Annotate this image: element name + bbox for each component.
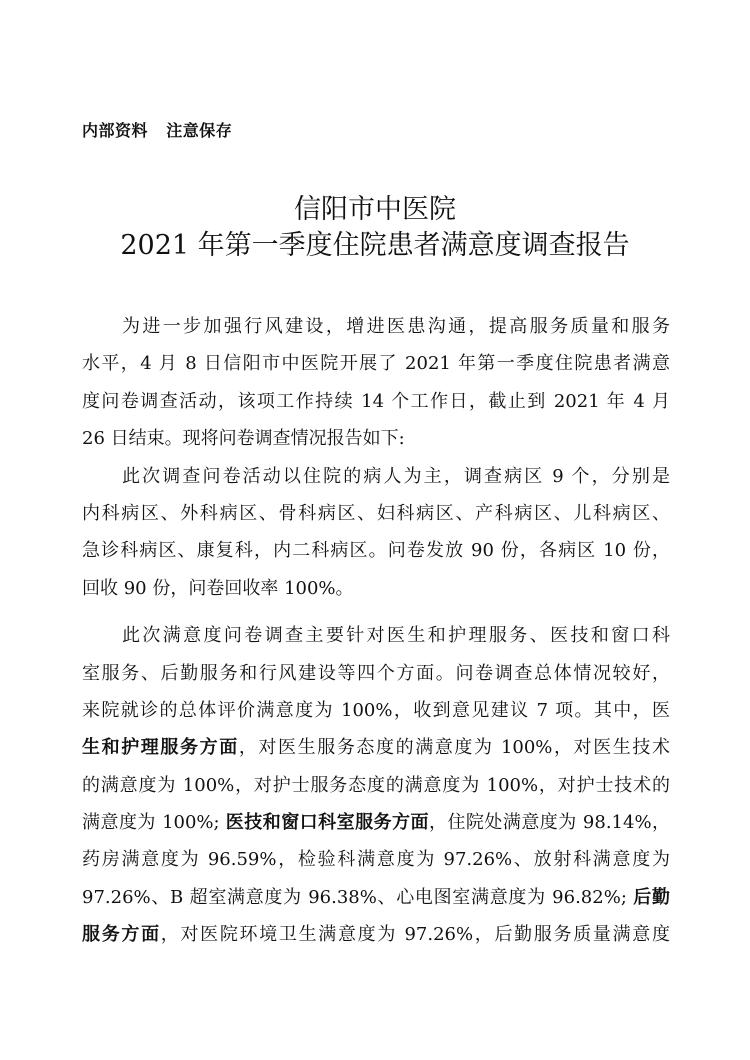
paragraph-2-line-2: 内科病区、外科病区、骨科病区、妇科病区、产科病区、儿科病区、 [82,502,670,524]
paragraph-3-line-4 [82,729,670,766]
title-report-name: 2021 年第一季度住院患者满意度调查报告 [120,230,630,261]
paragraph-3-line-6 [82,804,670,841]
report-body [82,308,670,954]
paragraph-3-line-1: 此次满意度问卷调查主要针对医生和护理服务、医技和窗口科 [122,625,670,647]
line-text: ，对医生服务态度的满意度为 100%，对医生技术 [238,737,671,759]
line-text: 满意度为 100%; [82,812,226,834]
bold-section-logistics-end: 服务方面 [82,924,161,946]
line-text: ，对医院环境卫生满意度为 97.26%，后勤服务质量满意度 [160,924,670,946]
bold-section-doctor-nursing: 生和护理服务方面 [82,737,239,759]
paragraph-3-line-5: 的满意度为 100%，对护士服务态度的满意度为 100%，对护士技术的 [82,774,670,796]
paragraph-1-line-2: 水平，4 月 8 日信阳市中医院开展了 2021 年第一季度住院患者满意 [82,353,670,375]
paragraph-1-line-4: 26 日结束。现将问卷调查情况报告如下: [82,428,405,450]
line-text: ，住院处满意度为 98.14%， [428,812,671,834]
paragraph-3-line-8 [82,879,670,916]
paragraph-2-line-1: 此次调查问卷活动以住院的病人为主，调查病区 9 个，分别是 [122,465,670,487]
paragraph-2-line-3: 急诊科病区、康复科，内二科病区。问卷发放 90 份，各病区 10 份， [82,540,670,562]
paragraph-1-line-3: 度问卷调查活动，该项工作持续 14 个工作日，截止到 2021 年 4 月 [82,390,670,412]
internal-notice: 内部资料 注意保存 [82,121,233,140]
paragraph-1-line-1: 为进一步加强行风建设，增进医患沟通，提高服务质量和服务 [122,316,670,337]
paragraph-3-line-2: 室服务、后勤服务和行风建设等四个方面。问卷调查总体情况较好， [82,662,670,684]
bold-section-medtech-window: 医技和窗口科室服务方面 [225,812,429,834]
line-text: 97.26%、B 超室满意度为 96.38%、心电图室满意度为 96.82%; [82,886,634,908]
paragraph-3-line-7: 药房满意度为 96.59%，检验科满意度为 97.26%、放射科满意度为 [82,849,670,871]
paragraph-3-line-3: 来院就诊的总体评价满意度为 100%，收到意见建议 7 项。其中，医 [82,699,670,721]
title-hospital-name: 信阳市中医院 [294,194,456,225]
bold-section-logistics-start: 后勤 [633,886,670,908]
paragraph-2-line-4: 回收 90 份，问卷回收率 100%。 [82,577,354,599]
paragraph-3-line-9 [82,916,670,953]
